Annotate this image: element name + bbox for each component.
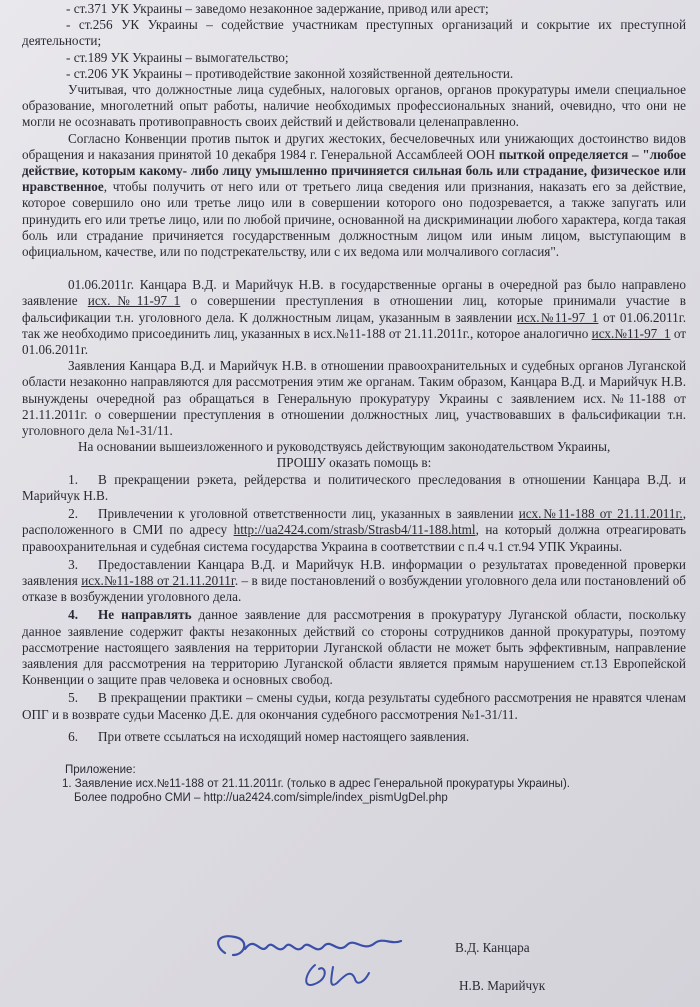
text-run: от 01.06.2011г. так же необходимо присоединить лиц, указанных в исх.№11-188 от 21.11.2011г., которое аналогично <box>22 309 686 341</box>
item-number: 3. <box>68 556 78 572</box>
bullet-item: - ст.256 УК Украины – содействие участникам преступных организаций и сокрытие их преступной деятельности; <box>22 17 686 49</box>
paragraph-basis: На основании вышеизложенного и руководствуясь действующим законодательством Украины, <box>78 439 611 455</box>
statement-reference: исх.№11-97_1 <box>516 309 599 325</box>
paragraph-officials: Учитывая, что должностные лица судебных, налоговых органов, органов прокуратуры имели специальное образование, многолетний опыт работы, наличие необходимых профессиональных знаний, очевидно, что они не могли не осознавать противоправность своих действий и действовали целенаправленно. <box>22 82 686 130</box>
item-text: Предоставлении Канцара В.Д. и Марийчук Н.В. информации о результатах проведенной проверки заявления <box>22 556 686 588</box>
item-number: 2. <box>68 506 78 522</box>
request-list <box>22 472 686 745</box>
text-run: 01.06.2011г. Канцара В.Д. и Марийчук Н.В. в государственные органы в очередной раз было направлено заявление <box>22 277 686 309</box>
list-item <box>22 729 686 745</box>
torture-definition: пыткой определяется – "любое действие, которым какому- либо лицу умышленно причиняется сильная боль или страдание, физическое или нравственное <box>22 146 686 195</box>
item-number: 4. <box>68 607 78 623</box>
annex-link[interactable]: Более подробно СМИ – http://ua2424.com/simple/index_pismUgDel.php <box>74 791 448 804</box>
signature-name: В.Д. Канцара <box>455 940 530 955</box>
convention-intro: Согласно Конвенции против пыток и других жестоких, бесчеловечных или унижающих достоинство видов обращения и наказания принятой 10 декабря 1984 г. Генеральной Ассамблеей ООН <box>22 130 686 162</box>
handwritten-signature <box>205 925 420 995</box>
request-heading: ПРОШУ оказать помощь в: <box>276 455 432 471</box>
item-text: , на который должна отреагировать правоохранительная и судебная система государства Украина в соответствии с п.4 ч.1 ст.94 УПК Украины. <box>22 522 686 554</box>
paragraph-statement-history <box>22 277 686 358</box>
annex-block <box>22 763 686 805</box>
convention-rest: , чтобы получить от него или от третьего лица сведения или признания, наказать его за действие, которое совершило оно или третье лицо или в совершении которого оно подозревается, а также запугать или принудить его или третье лицо, или по любой причине, основанной на дискриминации любого характера, когда такая боль или страдание причиняется государственным должностным лицом или иным лицом, выступающим в официальном, качестве, или по подстрекательству, или с их ведома или молчаливого согласия". <box>22 179 686 260</box>
statement-reference: исх.№11-188 от 21.11.2011г. <box>518 506 683 522</box>
list-item <box>22 690 686 722</box>
list-item <box>22 472 686 504</box>
statement-reference: исх.№11-97_1 <box>591 325 671 341</box>
item-number: 6. <box>68 728 78 744</box>
item-text: При ответе ссылаться на исходящий номер настоящего заявления. <box>98 728 470 744</box>
item-text: Привлечении к уголовной ответственности лиц, указанных в заявлении <box>98 506 519 522</box>
statement-reference: исх.№11-188 от 21.11.2011г <box>81 572 235 588</box>
bullet-list <box>22 0 686 82</box>
item-number: 5. <box>68 690 78 706</box>
text-run: о совершении преступления в отношении лиц, которые принимали участие в фальсификации т.н. уголовного дела. К должностным лицам, указанным в заявлении <box>22 293 686 325</box>
bullet-item: - ст.189 УК Украины – вымогательство; <box>66 49 289 65</box>
item-text: В прекращении практики – смены судьи, когда результаты судебного рассмотрения не нравятся членам ОПГ и в возврате судьи Масенко Д.Е. для окончания судебного рассмотрения №1-31/11. <box>22 690 686 722</box>
item-text: , расположенного в СМИ по адресу <box>22 506 686 538</box>
text-run: от 01.06.2011г. <box>22 325 687 358</box>
item-text: . – в виде постановлений о возбуждении уголовного дела или постановлений об отказе в возбуждении уголовного дела. <box>22 572 687 605</box>
statement-reference: исх.№11-97_1 <box>87 293 181 309</box>
item-number: 1. <box>68 471 78 487</box>
list-item <box>22 607 686 688</box>
item-emphasis: Не направлять <box>98 607 192 623</box>
list-item <box>22 557 686 606</box>
bullet-item: - ст.371 УК Украины – заведомо незаконное задержание, привод или арест; <box>66 1 489 16</box>
document-body <box>22 0 686 805</box>
paragraph-lugansk: Заявления Канцара В.Д. и Марийчук Н.В. в отношении правоохранительных и судебных органов Луганской области незаконно направляются для рассмотрения этим же органам. Таким образом, Канцара В.Д. и Марийчук Н.В. вынуждены очередной раз обращаться в Генеральную прокуратуру Украины с заявлением исх.№11-188 от 21.11.2011г. о совершении преступления в отношении должностных лиц, участвовавших в фальсификации т.н. уголовного дела №1-31/11. <box>22 358 686 439</box>
item-text: данное заявление для рассмотрения в прокуратуру Луганской области, поскольку данное заявление содержит факты незаконных действий со стороны сотрудников данной прокуратуры, поэтому рассмотрение настоящего заявления на территории Луганской области не может быть эффективным, направление заявления для рассмотрения на территорию Луганской области является прямым нарушением ст.13 Европейской Конвенции о защите прав человека и основных свобод. <box>22 607 686 688</box>
list-item <box>22 506 686 555</box>
bullet-item: - ст.206 УК Украины – противодействие законной хозяйственной деятельности. <box>66 65 514 81</box>
signature-name: Н.В. Марийчук <box>459 978 546 993</box>
paragraph-convention <box>22 131 686 261</box>
item-text: В прекращении рэкета, рейдерства и политического преследования в отношении Канцара В.Д. и Марийчук Н.В. <box>22 471 686 503</box>
media-link[interactable]: http://ua2424.com/strasb/Strasb4/11-188.html <box>233 522 476 538</box>
annex-line: 1. Заявление исх.№11-188 от 21.11.2011г. (только в адрес Генеральной прокуратуры Украины). <box>62 777 570 790</box>
annex-title: Приложение: <box>65 763 136 776</box>
